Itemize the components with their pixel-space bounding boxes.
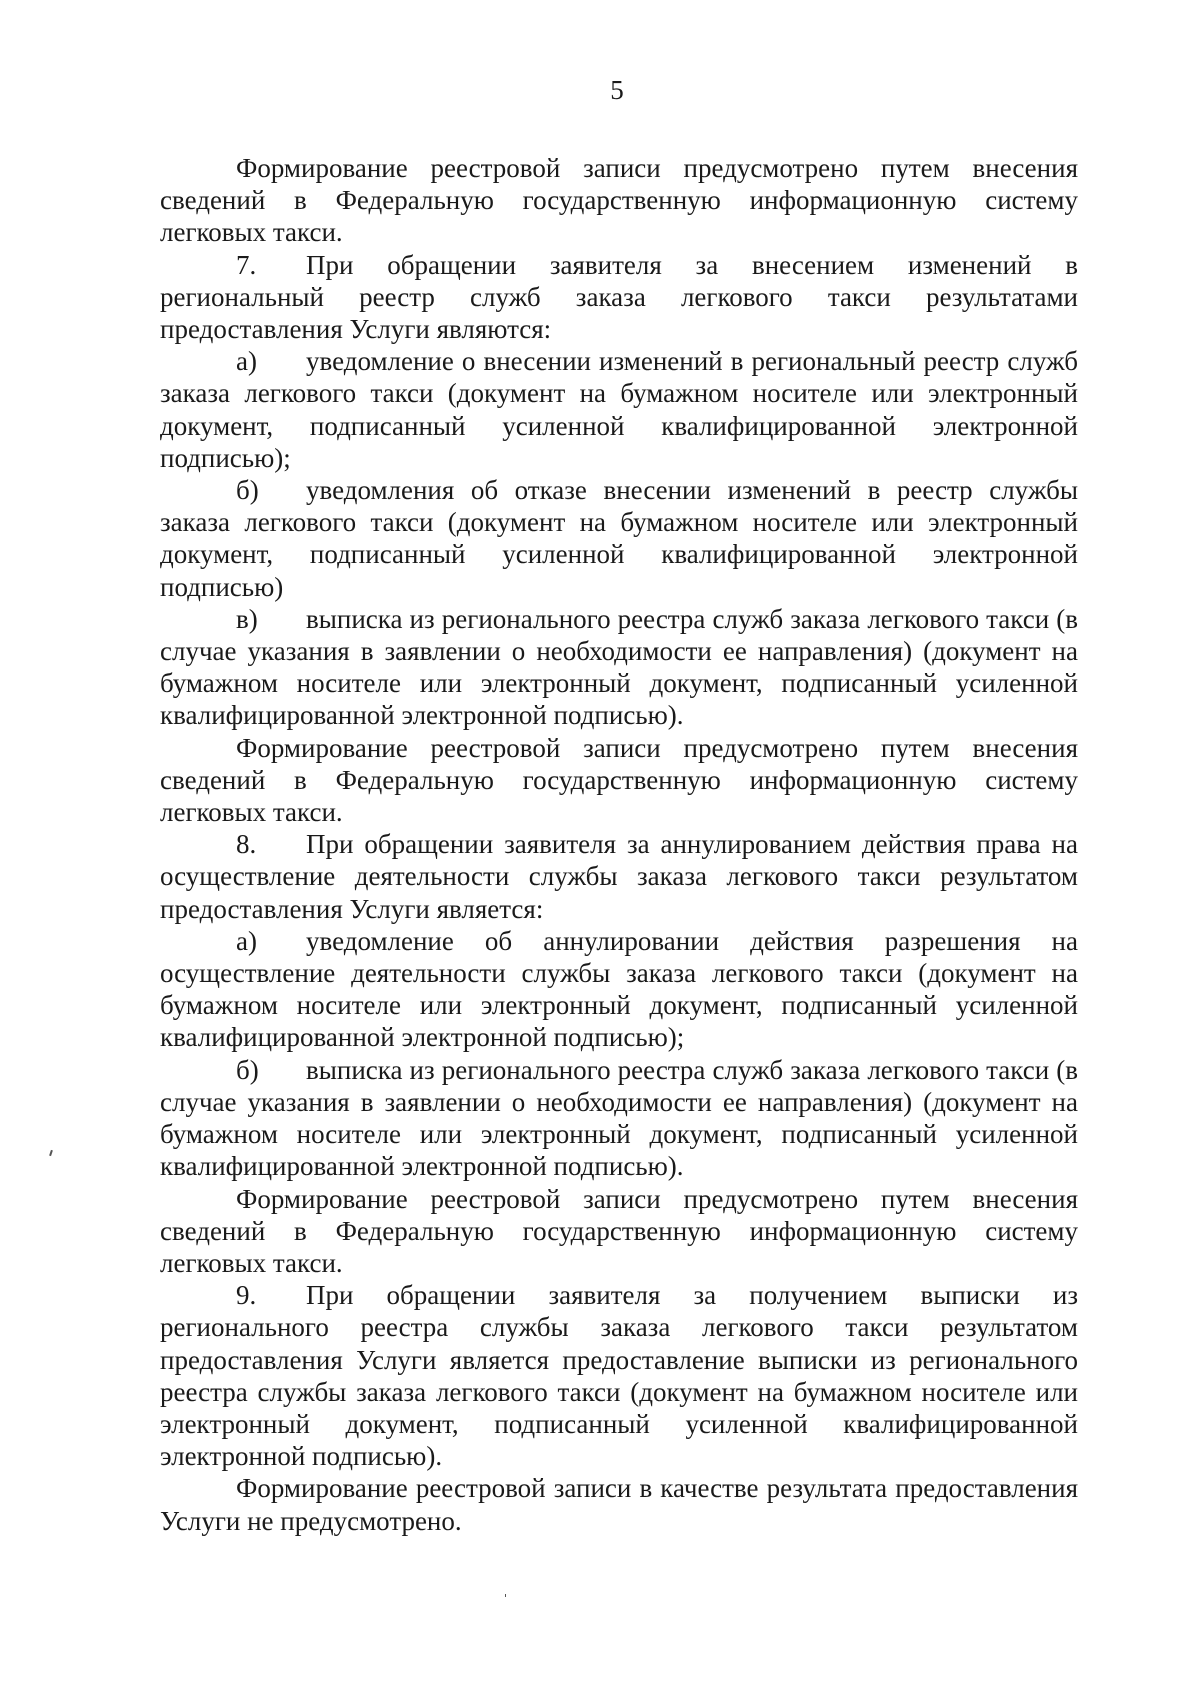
paragraph-text: При обращении заявителя за получением выписки из регионального реестра службы заказа легкового такси результатом предоставления Услуги является предоставление выписки из регионального реестра службы заказа легкового такси (документ на бумажном носителе или электронный документ, подписанный усиленной квалифицированной электронной подписью). (160, 1280, 1078, 1472)
paragraph-registry-record-2 (160, 732, 1078, 829)
document-body (160, 152, 1078, 1537)
paragraph-text: Формирование реестровой записи в качестве результата предоставления Услуги не предусмотрено. (160, 1473, 1078, 1536)
paragraph-number: 9. (236, 1280, 257, 1311)
paragraph-text: выписка из регионального реестра служб заказа легкового такси (в случае указания в заявлении о необходимости ее направления) (документ на бумажном носителе или электронный документ, подписанный усиленной квалифицированной электронной подписью). (160, 1054, 1078, 1182)
paragraph-item-8a (160, 925, 1078, 1054)
paragraph-item-7a (160, 345, 1078, 474)
paragraph-item-7b (160, 474, 1078, 603)
paragraph-letter: а) (236, 925, 257, 956)
paragraph-text: При обращении заявителя за аннулированием действия права на осуществление деятельности службы заказа легкового такси результатом предоставления Услуги является: (160, 829, 1078, 924)
paragraph-registry-record-1 (160, 152, 1078, 249)
paragraph-number: 8. (236, 829, 257, 860)
paragraph-text: Формирование реестровой записи предусмотрено путем внесения сведений в Федеральную государственную информационную систему легковых такси. (160, 153, 1078, 248)
paragraph-text: уведомление об аннулировании действия разрешения на осуществление деятельности службы заказа легкового такси (документ на бумажном носителе или электронный документ, подписанный усиленной квалифицированной электронной подписью); (160, 925, 1078, 1053)
paragraph-letter: б) (236, 1054, 259, 1085)
paragraph-registry-record-final (160, 1472, 1078, 1536)
paragraph-item-9 (160, 1279, 1078, 1472)
paragraph-text: выписка из регионального реестра служб заказа легкового такси (в случае указания в заявлении о необходимости ее направления) (документ на бумажном носителе или электронный документ, подписанный усиленной квалифицированной электронной подписью). (160, 603, 1078, 731)
paragraph-item-8b (160, 1054, 1078, 1183)
paragraph-letter: в) (236, 603, 258, 634)
paragraph-letter: а) (236, 346, 257, 377)
paragraph-text: Формирование реестровой записи предусмотрено путем внесения сведений в Федеральную государственную информационную систему легковых такси. (160, 1183, 1078, 1278)
paragraph-text: уведомление о внесении изменений в региональный реестр служб заказа легкового такси (документ на бумажном носителе или электронный документ, подписанный усиленной квалифицированной электронной подписью); (160, 346, 1078, 473)
scan-artifact-mark (505, 1594, 506, 1597)
scan-artifact-mark (49, 1150, 53, 1156)
paragraph-item-7 (160, 249, 1078, 346)
paragraph-text: Формирование реестровой записи предусмотрено путем внесения сведений в Федеральную государственную информационную систему легковых такси. (160, 732, 1078, 828)
paragraph-number: 7. (236, 249, 257, 280)
paragraph-registry-record-3 (160, 1183, 1078, 1280)
paragraph-text: уведомления об отказе внесении изменений в реестр службы заказа легкового такси (документ на бумажном носителе или электронный документ, подписанный усиленной квалифицированной электронной подписью) (160, 475, 1078, 602)
paragraph-item-7v (160, 603, 1078, 732)
paragraph-letter: б) (236, 475, 259, 506)
paragraph-item-8 (160, 828, 1078, 925)
page-number: 5 (610, 75, 624, 105)
paragraph-text: При обращении заявителя за внесением изменений в региональный реестр служб заказа легкового такси результатами предоставления Услуги являются: (160, 249, 1078, 345)
